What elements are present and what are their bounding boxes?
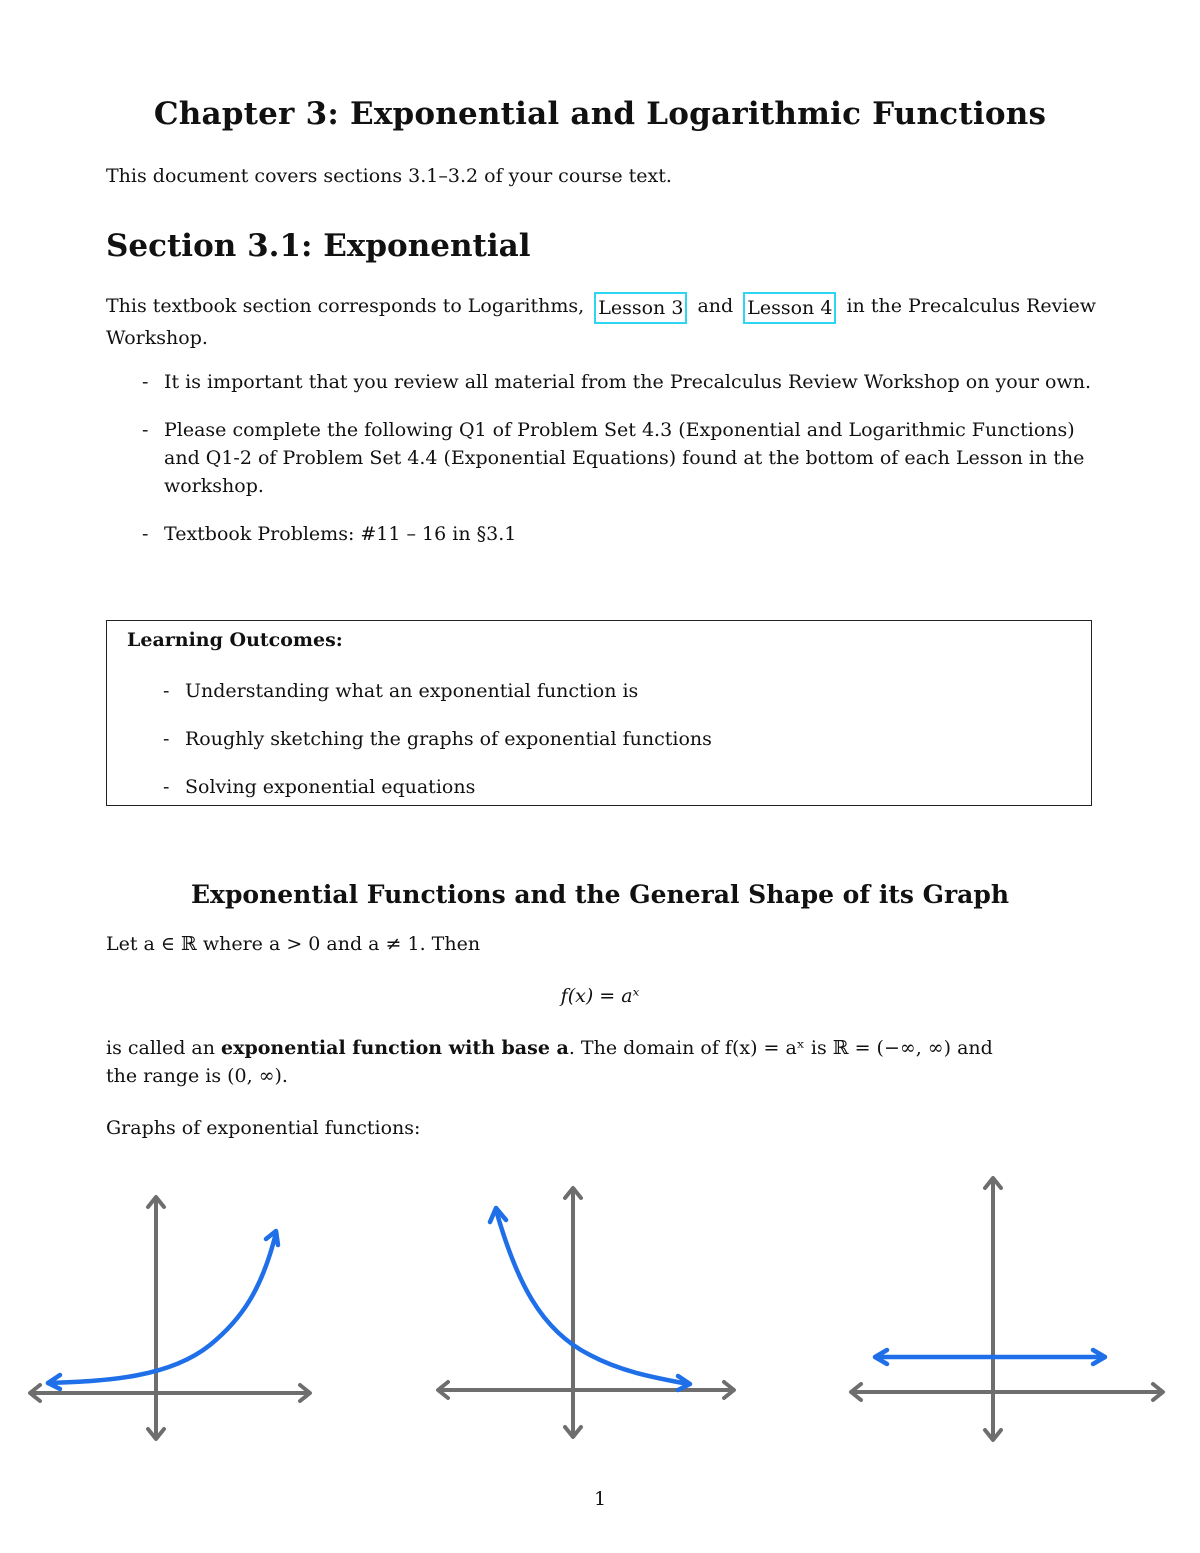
bullet-mark: - xyxy=(163,776,170,798)
learning-outcomes-list xyxy=(127,677,712,821)
outcome-item xyxy=(127,725,712,753)
para-text-2: and xyxy=(697,295,734,317)
graphs-label: Graphs of exponential functions: xyxy=(106,1117,421,1139)
definition-paragraph xyxy=(106,1034,1096,1090)
outcome-item xyxy=(127,773,712,801)
def-pre: is called an xyxy=(106,1037,215,1059)
exponential-curve xyxy=(490,1208,690,1390)
exponential-curve xyxy=(48,1231,278,1389)
para-text-4: Workshop. xyxy=(106,327,208,349)
axes xyxy=(30,1197,310,1439)
def-line-2: the range is (0, ∞). xyxy=(106,1065,288,1087)
outcome-text: Solving exponential equations xyxy=(185,776,476,798)
learning-outcomes-title: Learning Outcomes: xyxy=(127,629,343,651)
bullet-mark: - xyxy=(142,419,149,441)
outcome-text: Roughly sketching the graphs of exponential functions xyxy=(185,728,712,750)
bullet-item xyxy=(106,520,1096,548)
para-text-1: This textbook section corresponds to Logarithms, xyxy=(106,295,585,317)
chapter-title: Chapter 3: Exponential and Logarithmic Functions xyxy=(153,96,1047,132)
bullet-mark: - xyxy=(142,371,149,393)
bullet-text: Please complete the following Q1 of Problem Set 4.3 (Exponential and Logarithmic Functions) and Q1-2 of Problem Set 4.4 (Exponential Equations) found at the bottom of each Lesson in the workshop. xyxy=(164,419,1085,497)
lesson-3-link[interactable]: Lesson 3 xyxy=(594,292,687,324)
intro-text: This document covers sections 3.1–3.2 of your course text. xyxy=(106,165,672,187)
page-number: 1 xyxy=(593,1488,607,1510)
bullet-mark: - xyxy=(142,523,149,545)
outcome-item xyxy=(127,677,712,705)
subsection-heading: Exponential Functions and the General Shape of its Graph xyxy=(190,880,1010,909)
graph-decreasing xyxy=(430,1180,740,1450)
bullet-item xyxy=(106,416,1096,500)
def-bold: exponential function with base a xyxy=(221,1037,569,1059)
bullet-text: It is important that you review all material from the Precalculus Review Workshop on your own. xyxy=(164,371,1091,393)
let-line: Let a ∈ ℝ where a > 0 and a ≠ 1. Then xyxy=(106,933,481,955)
graph-constant xyxy=(845,1172,1170,1447)
section-paragraph xyxy=(106,292,1096,352)
outcome-text: Understanding what an exponential function is xyxy=(185,680,639,702)
axes xyxy=(851,1178,1163,1440)
section-heading: Section 3.1: Exponential xyxy=(106,228,531,264)
graph-increasing xyxy=(20,1185,320,1450)
bullet-item xyxy=(106,368,1096,396)
learning-outcomes-box xyxy=(106,620,1092,806)
para-text-3: in the Precalculus Review xyxy=(846,295,1096,317)
lesson-4-link[interactable]: Lesson 4 xyxy=(743,292,836,324)
bullet-mark: - xyxy=(163,728,170,750)
axes xyxy=(438,1188,734,1437)
section-bullet-list xyxy=(106,368,1096,548)
def-post: . The domain of f(x) = aˣ is ℝ = (−∞, ∞) and xyxy=(568,1037,993,1059)
bullet-mark: - xyxy=(163,680,170,702)
formula: f(x) = aˣ xyxy=(560,985,640,1007)
bullet-text: Textbook Problems: #11 – 16 in §3.1 xyxy=(164,523,517,545)
constant-line xyxy=(875,1350,1105,1364)
